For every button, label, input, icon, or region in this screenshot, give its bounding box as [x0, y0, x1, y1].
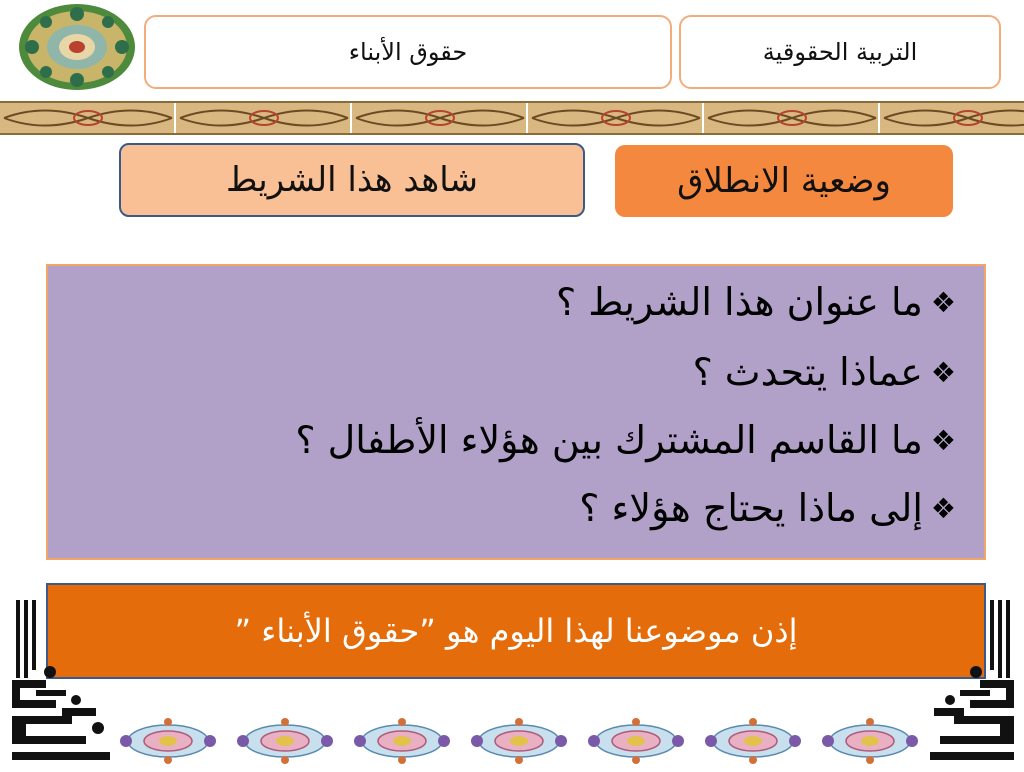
conclusion-banner [46, 583, 986, 679]
ornament-mandala-icon [16, 2, 138, 92]
question-item [579, 486, 956, 530]
conclusion-text: إذن موضوعنا لهذا اليوم هو ”حقوق الأبناء ” [234, 612, 798, 650]
question-text: ما القاسم المشترك بين هؤلاء الأطفال ؟ [295, 418, 923, 462]
question-item [556, 280, 956, 324]
instruction-pill [119, 143, 585, 217]
question-text: إلى ماذا يحتاج هؤلاء ؟ [579, 486, 923, 530]
phase-label: وضعية الانطلاق [677, 161, 891, 201]
corner-ornament-left-icon [6, 596, 116, 764]
question-text: ما عنوان هذا الشريط ؟ [556, 280, 923, 324]
topic-header-box [144, 15, 672, 89]
questions-panel [46, 264, 986, 560]
subject-header-box [679, 15, 1001, 89]
decorative-motif-row [110, 714, 930, 768]
instruction-label: شاهد هذا الشريط [225, 160, 479, 200]
diamond-bullet-icon: ❖ [930, 355, 956, 389]
corner-ornament-right-icon [920, 596, 1020, 764]
diamond-bullet-icon: ❖ [930, 285, 956, 319]
diamond-bullet-icon: ❖ [930, 423, 956, 457]
decorative-border-strip [0, 101, 1024, 135]
phase-pill [615, 145, 953, 217]
subject-header-label: التربية الحقوقية [762, 38, 918, 66]
question-item [693, 350, 956, 394]
diamond-bullet-icon: ❖ [930, 491, 956, 525]
topic-header-label: حقوق الأبناء [348, 38, 468, 66]
question-item [295, 418, 956, 462]
question-text: عماذا يتحدث ؟ [692, 350, 923, 394]
